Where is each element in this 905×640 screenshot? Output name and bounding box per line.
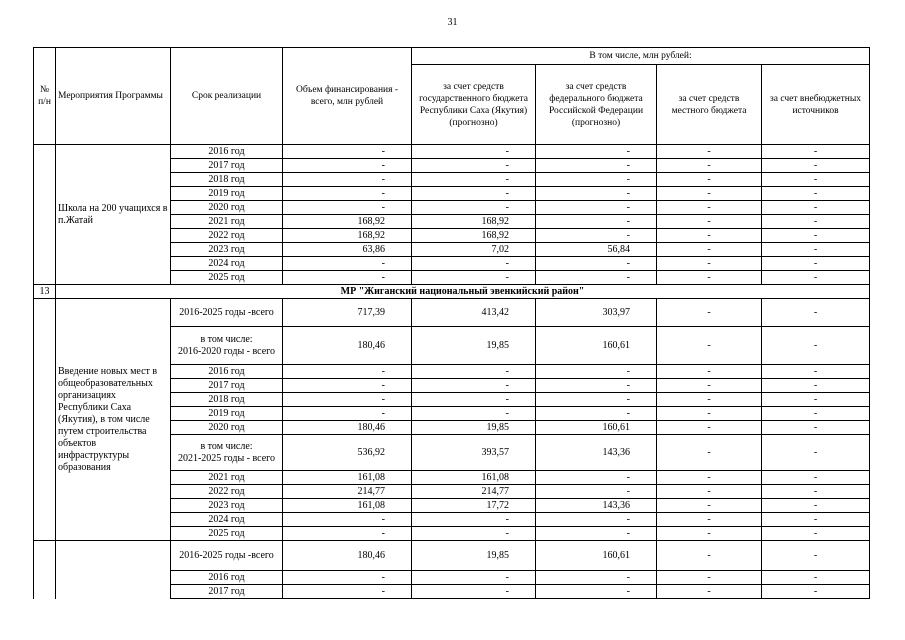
extra-cell: - [762,485,870,499]
period-cell: 2025 год [171,271,283,285]
extra-cell: - [762,327,870,365]
republic-cell: - [412,379,536,393]
period-cell: 2021 год [171,471,283,485]
local-cell: - [657,145,762,159]
local-cell: - [657,585,762,599]
section-num: 13 [34,285,56,299]
table-row [34,541,870,571]
total-cell: 180,46 [283,421,412,435]
section-row [34,285,870,299]
total-cell: - [283,173,412,187]
federal-cell: - [536,187,657,201]
republic-cell: - [412,393,536,407]
republic-cell: 161,08 [412,471,536,485]
extra-cell: - [762,421,870,435]
federal-cell: - [536,201,657,215]
republic-cell: 214,77 [412,485,536,499]
total-cell: - [283,159,412,173]
federal-cell: - [536,159,657,173]
local-cell: - [657,379,762,393]
local-cell: - [657,571,762,585]
period-cell: 2017 год [171,379,283,393]
republic-cell: 413,42 [412,299,536,327]
extra-cell: - [762,541,870,571]
federal-cell: - [536,393,657,407]
extra-cell: - [762,407,870,421]
extra-cell: - [762,173,870,187]
section-title: МР "Жиганский национальный эвенкийский район" [56,285,870,299]
period-cell: 2019 год [171,407,283,421]
period-cell: 2024 год [171,257,283,271]
period-cell: 2018 год [171,393,283,407]
federal-cell: - [536,365,657,379]
federal-cell: - [536,173,657,187]
period-cell: в том числе: 2016-2020 годы - всего [171,327,283,365]
total-cell: 168,92 [283,215,412,229]
total-cell: 536,92 [283,435,412,471]
event-label [56,541,171,599]
republic-cell: - [412,407,536,421]
federal-cell: - [536,513,657,527]
total-cell: 214,77 [283,485,412,499]
republic-cell: 393,57 [412,435,536,471]
period-cell: 2016 год [171,571,283,585]
row-num [34,541,56,599]
republic-cell: 19,85 [412,327,536,365]
republic-cell: 17,72 [412,499,536,513]
row-num [34,299,56,541]
total-cell: - [283,201,412,215]
extra-cell: - [762,571,870,585]
local-cell: - [657,499,762,513]
total-cell: - [283,145,412,159]
period-cell: 2022 год [171,229,283,243]
extra-cell: - [762,393,870,407]
federal-cell: - [536,271,657,285]
period-cell: 2016-2025 годы -всего [171,299,283,327]
period-cell: 2017 год [171,159,283,173]
federal-cell: 160,61 [536,327,657,365]
federal-cell: - [536,571,657,585]
period-cell: 2016 год [171,365,283,379]
federal-cell: - [536,257,657,271]
extra-cell: - [762,187,870,201]
extra-cell: - [762,257,870,271]
local-cell: - [657,541,762,571]
total-cell: 717,39 [283,299,412,327]
local-cell: - [657,257,762,271]
total-cell: - [283,271,412,285]
republic-cell: - [412,257,536,271]
republic-cell: - [412,527,536,541]
local-cell: - [657,187,762,201]
local-cell: - [657,327,762,365]
total-cell: - [283,365,412,379]
period-cell: 2024 год [171,513,283,527]
local-cell: - [657,229,762,243]
event-label: Введение новых мест в общеобразовательных организациях Республики Саха (Якутия), в том числе путем строительства объектов инфраструктуры образования [56,299,171,541]
period-cell: в том числе: 2021-2025 годы - всего [171,435,283,471]
federal-cell: - [536,471,657,485]
local-cell: - [657,243,762,257]
extra-cell: - [762,271,870,285]
header-event: Мероприятия Программы [56,48,171,145]
total-cell: - [283,257,412,271]
total-cell: - [283,571,412,585]
total-cell: - [283,407,412,421]
extra-cell: - [762,513,870,527]
republic-cell: - [412,585,536,599]
local-cell: - [657,299,762,327]
local-cell: - [657,215,762,229]
header-federal: за счет средств федерального бюджета Российской Федерации (прогнозно) [536,65,657,145]
total-cell: - [283,527,412,541]
local-cell: - [657,513,762,527]
row-num [34,145,56,285]
period-cell: 2023 год [171,243,283,257]
republic-cell: - [412,513,536,527]
federal-cell: 160,61 [536,541,657,571]
extra-cell: - [762,229,870,243]
federal-cell: - [536,145,657,159]
header-term: Срок реализации [171,48,283,145]
table-row [34,299,870,327]
period-cell: 2020 год [171,201,283,215]
extra-cell: - [762,435,870,471]
federal-cell: - [536,379,657,393]
event-label: Школа на 200 учащихся в п.Жатай [56,145,171,285]
federal-cell: 143,36 [536,499,657,513]
header-extra: за счет внебюджетных источников [762,65,870,145]
republic-cell: - [412,271,536,285]
federal-cell: 56,84 [536,243,657,257]
local-cell: - [657,471,762,485]
local-cell: - [657,159,762,173]
total-cell: - [283,393,412,407]
republic-cell: 168,92 [412,229,536,243]
extra-cell: - [762,243,870,257]
local-cell: - [657,527,762,541]
republic-cell: - [412,173,536,187]
total-cell: 180,46 [283,541,412,571]
header-num: № п/н [34,48,56,145]
period-cell: 2016 год [171,145,283,159]
extra-cell: - [762,365,870,379]
table-row [34,145,870,159]
local-cell: - [657,365,762,379]
republic-cell: - [412,571,536,585]
extra-cell: - [762,379,870,393]
header-group: В том числе, млн рублей: [412,48,870,65]
header-republic: за счет средств государственного бюджета Республики Саха (Якутия) (прогнозно) [412,65,536,145]
extra-cell: - [762,299,870,327]
total-cell: - [283,585,412,599]
total-cell: 168,92 [283,229,412,243]
federal-cell: - [536,527,657,541]
republic-cell: 19,85 [412,541,536,571]
republic-cell: - [412,145,536,159]
total-cell: 161,08 [283,471,412,485]
extra-cell: - [762,499,870,513]
period-cell: 2025 год [171,527,283,541]
extra-cell: - [762,215,870,229]
extra-cell: - [762,201,870,215]
republic-cell: 7,02 [412,243,536,257]
republic-cell: - [412,201,536,215]
extra-cell: - [762,585,870,599]
federal-cell: 160,61 [536,421,657,435]
total-cell: 180,46 [283,327,412,365]
local-cell: - [657,201,762,215]
federal-cell: - [536,485,657,499]
period-cell: 2018 год [171,173,283,187]
republic-cell: - [412,365,536,379]
republic-cell: 168,92 [412,215,536,229]
federal-cell: - [536,585,657,599]
extra-cell: - [762,159,870,173]
header-volume: Объем финансирования - всего, млн рублей [283,48,412,145]
republic-cell: - [412,187,536,201]
extra-cell: - [762,471,870,485]
extra-cell: - [762,145,870,159]
republic-cell: - [412,159,536,173]
federal-cell: - [536,229,657,243]
total-cell: - [283,379,412,393]
period-cell: 2022 год [171,485,283,499]
extra-cell: - [762,527,870,541]
page-number: 31 [447,17,458,28]
local-cell: - [657,393,762,407]
total-cell: - [283,513,412,527]
local-cell: - [657,435,762,471]
local-cell: - [657,407,762,421]
total-cell: 63,86 [283,243,412,257]
period-cell: 2016-2025 годы -всего [171,541,283,571]
local-cell: - [657,485,762,499]
period-cell: 2019 год [171,187,283,201]
federal-cell: - [536,215,657,229]
funding-table [33,47,870,599]
total-cell: 161,08 [283,499,412,513]
federal-cell: 143,36 [536,435,657,471]
header-local: за счет средств местного бюджета [657,65,762,145]
local-cell: - [657,271,762,285]
period-cell: 2017 год [171,585,283,599]
local-cell: - [657,173,762,187]
total-cell: - [283,187,412,201]
local-cell: - [657,421,762,435]
period-cell: 2020 год [171,421,283,435]
republic-cell: 19,85 [412,421,536,435]
federal-cell: 303,97 [536,299,657,327]
period-cell: 2021 год [171,215,283,229]
period-cell: 2023 год [171,499,283,513]
federal-cell: - [536,407,657,421]
